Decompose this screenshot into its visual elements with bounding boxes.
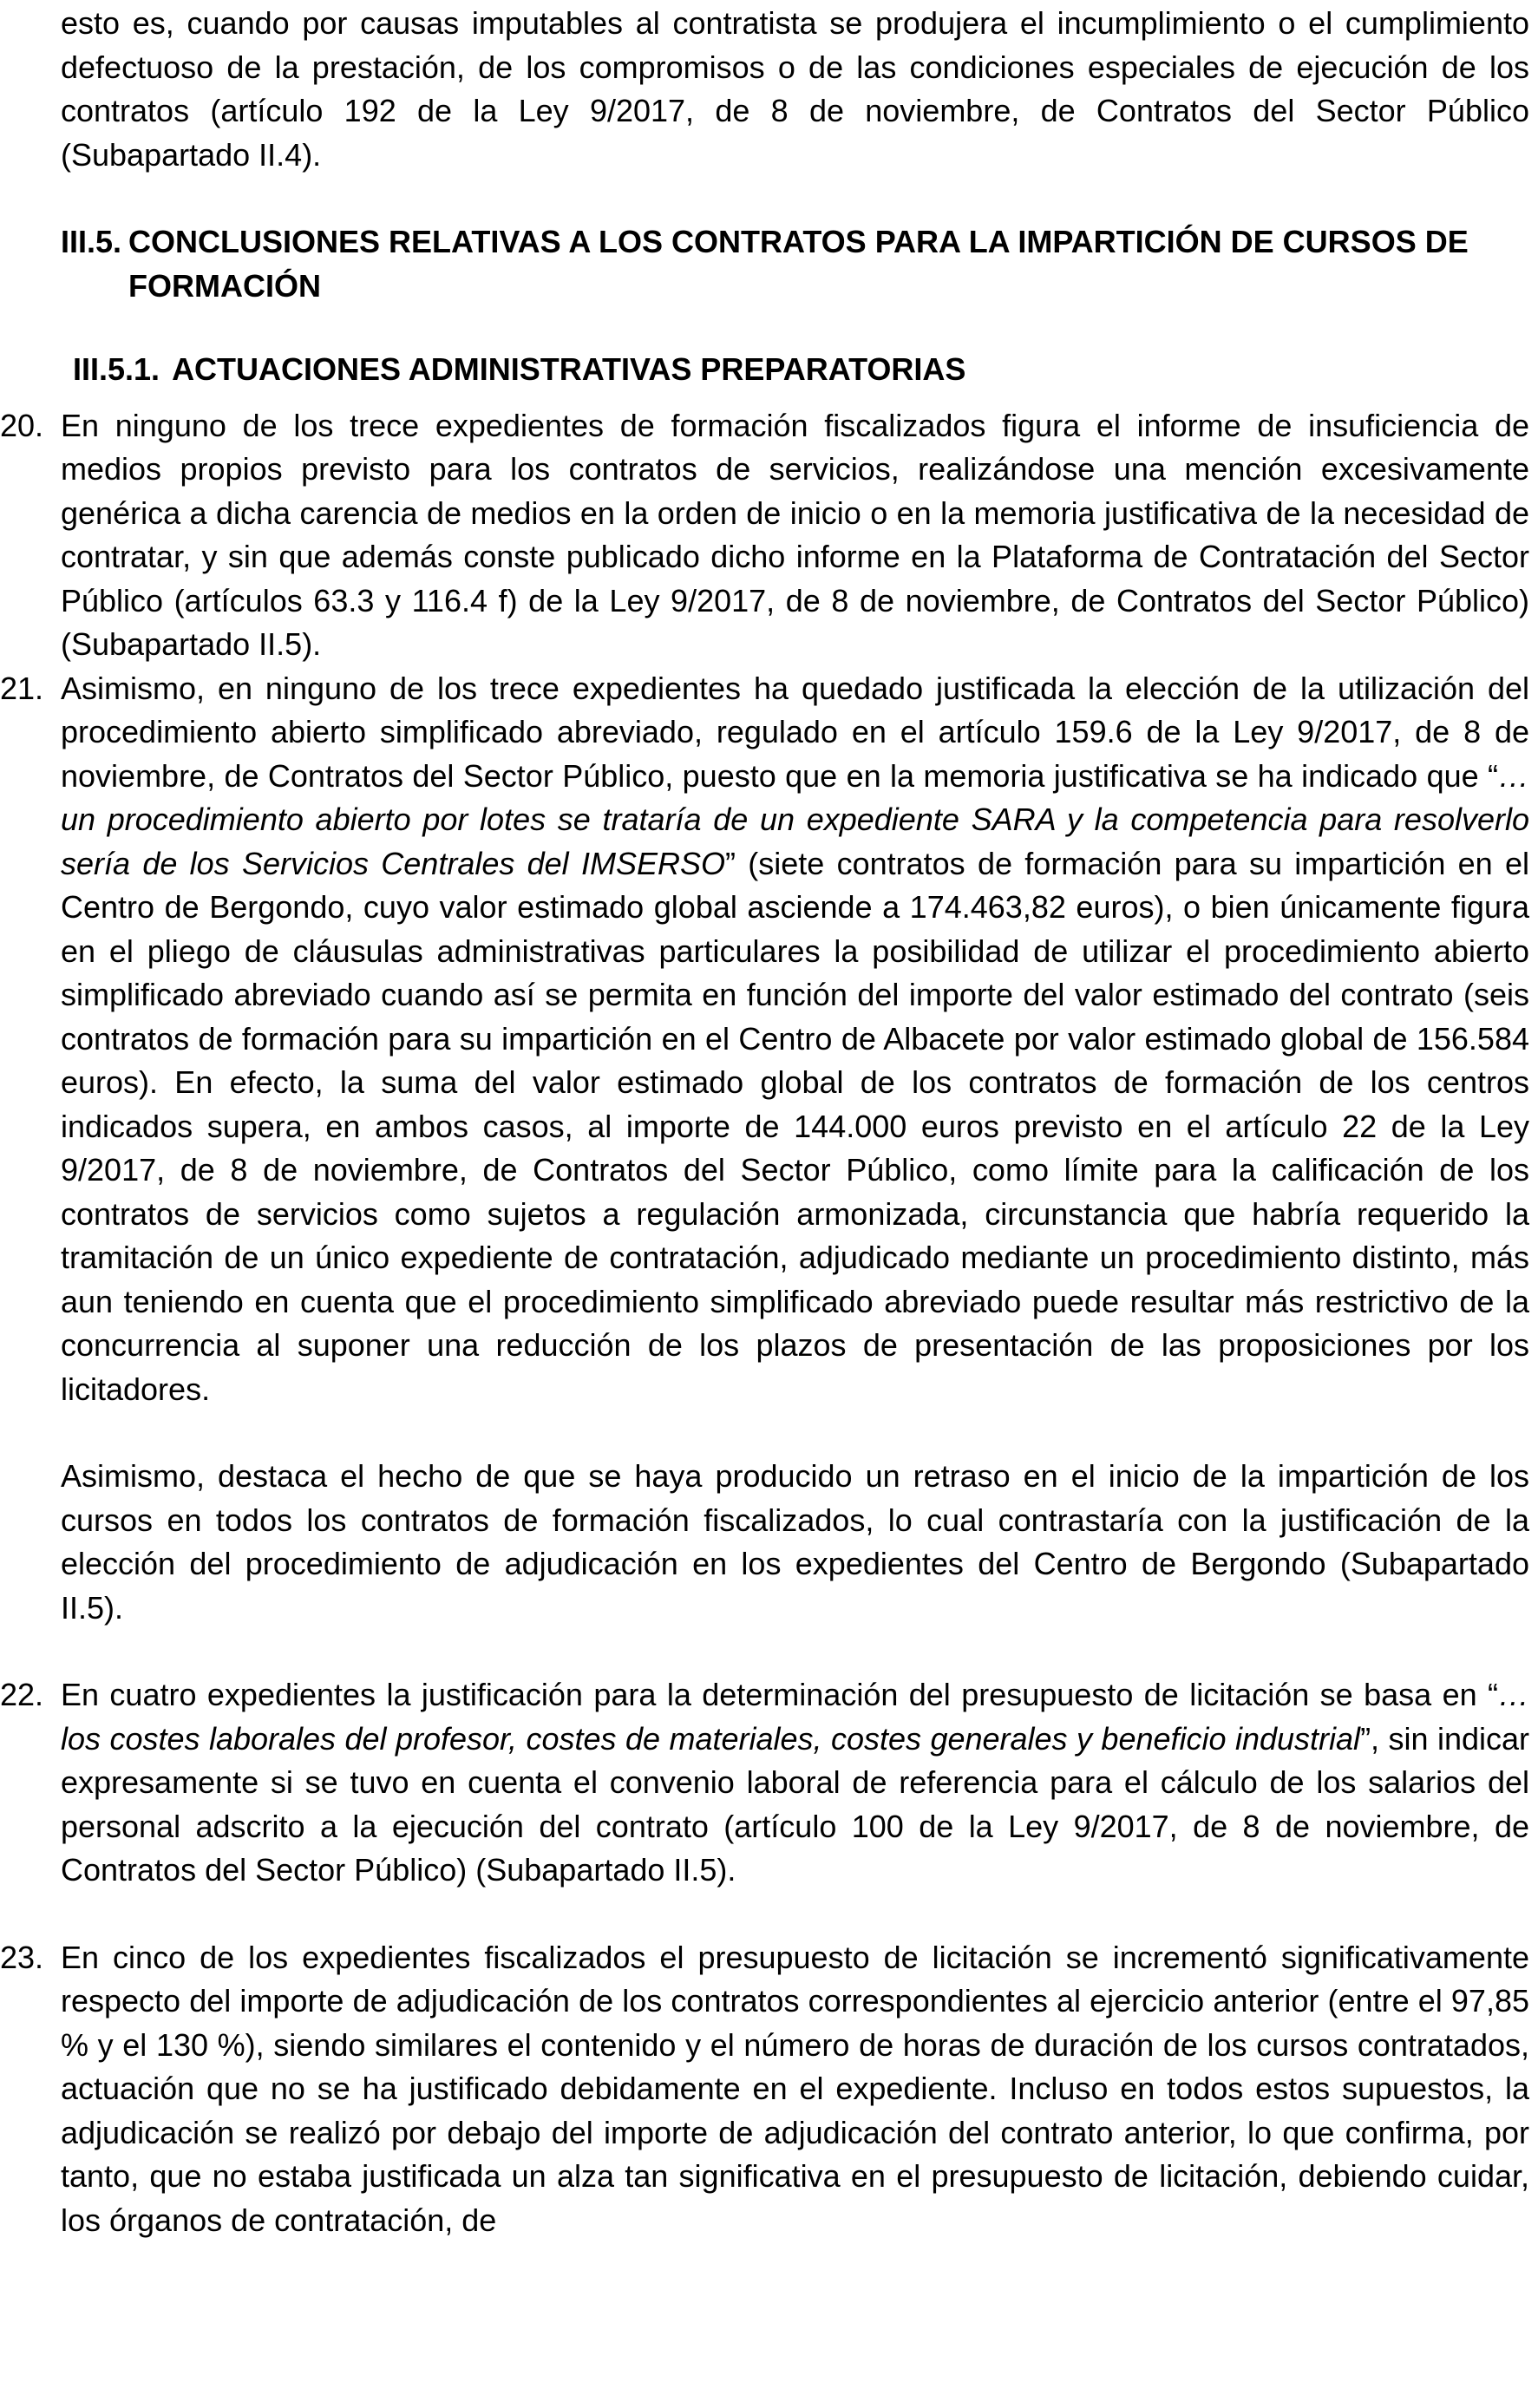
item-text: En cinco de los expedientes fiscalizados el presupuesto de licitación se incrementó significativamente respecto del importe de adjudicación de los contratos correspondientes al ejercicio anterior (entre el 97,85 % y el 130 %), siendo similares el contenido y el número de horas de duración de los cursos contratados, actuación que no se ha justificado debidamente en el expediente. Incluso en todos estos supuestos, la adjudicación se realizó por debajo del importe de adjudicación del contrato anterior, lo que confirma, por tanto, que no estaba justificada un alza tan significativa en el presupuesto de licitación, debiendo cuidar, los órganos de contratación, de bbox=[61, 1939, 1529, 2238]
item-text-after-quote: ” (siete contratos de formación para su impartición en el Centro de Bergondo, cuyo valor estimado global asciende a 174.463,82 euros), o bien únicamente figura en el pliego de cláusulas administrativas particulares la posibilidad de utilizar el procedimiento abierto simplificado abreviado cuando así se permita en función del importe del valor estimado del contrato (seis contratos de formación para su impartición en el Centro de Albacete por valor estimado global de 156.584 euros). En efecto, la suma del valor estimado global de los contratos de formación de los centros indicados supera, en ambos casos, al importe de 144.000 euros previsto en el artículo 22 de la Ley 9/2017, de 8 de noviembre, de Contratos del Sector Público, como límite para la calificación de los contratos de servicios como sujetos a regulación armonizada, circunstancia que habría requerido la tramitación de un único expediente de contratación, adjudicado mediante un procedimiento distinto, más aun teniendo en cuenta que el procedimiento simplificado abreviado puede resultar más restrictivo de la concurrencia al suponer una reducción de los plazos de presentación de las proposiciones por los licitadores. bbox=[61, 845, 1529, 1407]
subsection-number: III.5.1. bbox=[73, 351, 160, 387]
item-text: En ninguno de los trece expedientes de formación fiscalizados figura el informe de insuficiencia de medios propios previsto para los contratos de servicios, realizándose una mención excesivamente genérica a dicha carencia de medios en la orden de inicio o en la memoria justificativa de la necesidad de contratar, y sin que además conste publicado dicho informe en la Plataforma de Contratación del Sector Público (artículos 63.3 y 116.4 f) de la Ley 9/2017, de 8 de noviembre, de Contratos del Sector Público) (Subapartado II.5). bbox=[61, 407, 1529, 662]
section-title: CONCLUSIONES RELATIVAS A LOS CONTRATOS PARA LA IMPARTICIÓN DE CURSOS DE FORMACIÓN bbox=[128, 224, 1469, 304]
item-text-after-quote: ”, sin indicar expresamente si se tuvo en cuenta el convenio laboral de referencia para el cálculo de los salarios del personal adscrito a la ejecución del contrato (artículo 100 de la Ley 9/2017, de 8 de noviembre, de Contratos del Sector Público) (Subapartado II.5). bbox=[61, 1720, 1530, 1888]
item-text-before-quote: Asimismo, en ninguno de los trece expedientes ha quedado justificada la elección de la utilización del procedimiento abierto simplificado abreviado, regulado en el artículo 159.6 de la Ley 9/2017, de 8 de noviembre, de Contratos del Sector Público, puesto que en la memoria justificativa se ha indicado que “ bbox=[61, 670, 1529, 794]
list-item-20 bbox=[0, 404, 1529, 667]
item-number: 21. bbox=[0, 670, 44, 706]
item-quote: …los costes laborales del profesor, costes de materiales, costes generales y beneficio industrial bbox=[61, 1677, 1529, 1757]
item-text bbox=[61, 667, 1529, 1412]
item-number: 20. bbox=[0, 407, 44, 443]
item-text-before-quote: En cuatro expedientes la justificación para la determinación del presupuesto de licitación se basa en “ bbox=[61, 1677, 1498, 1712]
list-item-23 bbox=[0, 1936, 1529, 2243]
item-quote: …un procedimiento abierto por lotes se trataría de un expediente SARA y la competencia para resolverlo sería de los Servicios Centrales del IMSERSO bbox=[61, 757, 1529, 881]
item-number: 23. bbox=[0, 1939, 44, 1975]
section-number: III.5. bbox=[61, 224, 122, 259]
item-text bbox=[61, 1673, 1529, 1893]
list-item-22 bbox=[0, 1673, 1530, 1893]
item-number: 22. bbox=[0, 1677, 44, 1712]
list-item-21 bbox=[0, 667, 1529, 1631]
intro-paragraph: esto es, cuando por causas imputables al contratista se produjera el incumplimiento o el cumplimiento defectuoso de la prestación, de los compromisos o de las condiciones especiales de ejecución de los contratos (artículo 192 de la Ley 9/2017, de 8 de noviembre, de Contratos del Sector Público (Subapartado II.4). bbox=[61, 5, 1529, 173]
subsection-heading bbox=[61, 348, 1529, 392]
subsection-title: ACTUACIONES ADMINISTRATIVAS PREPARATORIAS bbox=[172, 351, 966, 387]
document-page bbox=[0, 2, 1530, 2242]
section-heading bbox=[61, 220, 1529, 308]
item-continuation: Asimismo, destaca el hecho de que se haya producido un retraso en el inicio de la impartición de los cursos en todos los contratos de formación fiscalizados, lo cual contrastaría con la justificación de la elección del procedimiento de adjudicación en los expedientes del Centro de Bergondo (Subapartado II.5). bbox=[61, 1458, 1529, 1626]
